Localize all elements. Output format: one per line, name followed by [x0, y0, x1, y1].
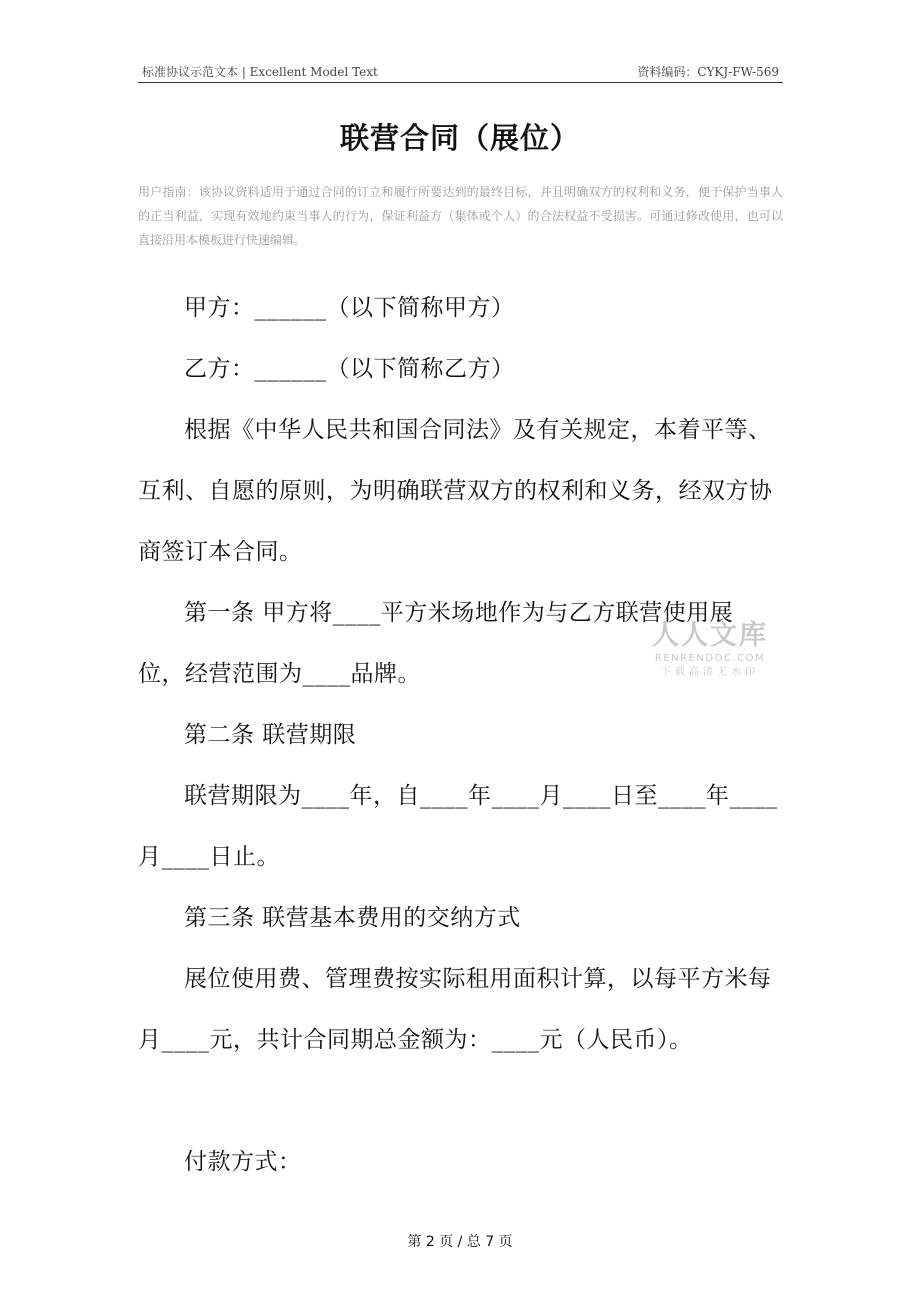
- fee-paragraph: 展位使用费、管理费按实际租用面积计算，以每平方米每月____元，共计合同期总金额为：____元（人民币）。: [138, 966, 772, 1053]
- payment-method-line: 付款方式：: [184, 1149, 302, 1175]
- page-number: 第 2 页 / 总 7 页: [407, 1234, 513, 1250]
- party-a-line: 甲方：______（以下简称甲方）: [184, 295, 515, 321]
- watermark-logo: [645, 620, 775, 680]
- page-header: [138, 60, 783, 83]
- article-1: 第一条 甲方将____平方米场地作为与乙方联营使用展位，经营范围为____品牌。: [138, 600, 734, 687]
- watermark-slogan: 下载高清无水印: [661, 667, 759, 678]
- preamble-paragraph: 根据《中华人民共和国合同法》及有关规定，本着平等、互利、自愿的原则，为明确联营双方的权利和义务，经双方协商签订本合同。: [138, 417, 773, 565]
- term-paragraph: 联营期限为____年，自____年____月____日至____年____月____日止。: [138, 783, 778, 870]
- document-code: 资料编码：CYKJ-FW-569: [637, 65, 779, 79]
- article-2-heading: 第二条 联营期限: [184, 722, 357, 748]
- article-3-heading: 第三条 联营基本费用的交纳方式: [184, 905, 521, 931]
- document-title: 联营合同（展位）: [339, 121, 580, 155]
- user-guide: 用户指南：该协议资料适用于通过合同的订立和履行所要达到的最终目标，并且明确双方的权利和义务，便于保护当事人的正当利益，实现有效地约束当事人的行为，保证利益方（集体或个人）的合法权益不受损害。可通过修改使用，也可以直接沿用本模板进行快速编辑。: [138, 185, 783, 247]
- header-left-text: 标准协议示范文本 | Excellent Model Text: [142, 65, 378, 79]
- party-b-line: 乙方：______（以下简称乙方）: [184, 356, 515, 382]
- watermark-domain: RENRENDOC.COM: [654, 653, 766, 664]
- watermark-title: 人人文库: [652, 620, 768, 651]
- contract-body: [138, 278, 778, 1193]
